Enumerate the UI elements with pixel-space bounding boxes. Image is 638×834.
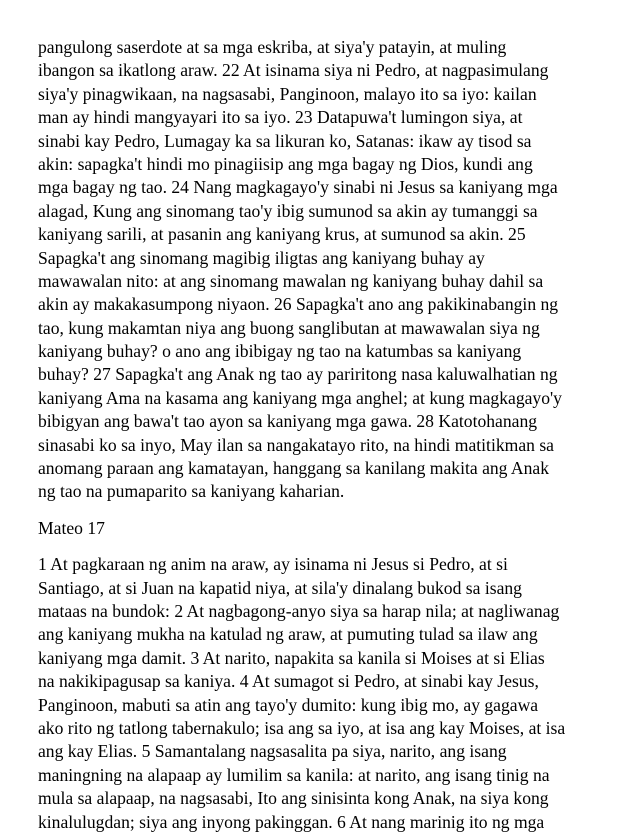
text-line: Sapagka't ang sinomang magibig iligtas ang kaniyang buhay ay	[38, 247, 485, 268]
text-line: maningning na alapaap ay lumilim sa kanila: at narito, ang isang tinig na	[38, 764, 550, 785]
text-line: bibigyan ang bawa't tao ayon sa kaniyang mga gawa. 28 Katotohanang	[38, 411, 538, 432]
text-line: mawawalan nito: at ang sinomang mawalan ng kaniyang buhay dahil sa	[38, 270, 544, 291]
text-line: na nakikipagusap sa kaniya. 4 At sumagot si Pedro, at sinabi kay Jesus,	[38, 671, 539, 692]
text-line: mga bagay ng tao. 24 Nang magkagayo'y sinabi ni Jesus sa kaniyang mga	[38, 177, 558, 198]
text-line: mula sa alapaap, na nagsasabi, Ito ang sinisinta kong Anak, na siya kong	[38, 788, 549, 809]
text-line: ako rito ng tatlong tabernakulo; isa ang sa iyo, at isa ang kay Moises, at isa	[38, 717, 566, 738]
text-line: kaniyang buhay? o ano ang ibibigay ng tao na katumbas sa kaniyang	[38, 341, 522, 362]
text-line: buhay? 27 Sapagka't ang Anak ng tao ay pariritong nasa kaluwalhatian ng	[38, 364, 558, 385]
text-line: tao, kung makamtan niya ang buong sanglibutan at mawawalan siya ng	[38, 317, 540, 338]
text-line: sinasabi ko sa inyo, May ilan sa nangakatayo rito, na hindi matitikman sa	[38, 434, 554, 455]
text-line: mataas na bundok: 2 At nagbagong-anyo siya sa harap nila; at nagliwanag	[38, 601, 560, 621]
text-line: kaniyang Ama na kasama ang kaniyang mga anghel; at kung magkagayo'y	[38, 387, 562, 408]
text-line: man ay hindi mangyayari ito sa iyo. 23 Datapuwa't lumingon siya, at	[38, 107, 523, 128]
text-line: ang kay Elias. 5 Samantalang nagsasalita pa siya, narito, ang isang	[38, 741, 507, 762]
text-line: Santiago, at si Juan na kapatid niya, at sila'y dinalang bukod sa isang	[38, 577, 522, 598]
paragraph-mateo-16-end	[38, 36, 610, 504]
text-line: akin: sapagka't hindi mo pinagiisip ang mga bagay ng Dios, kundi ang	[38, 153, 533, 174]
text-line: ang kaniyang mukha na katulad ng araw, at pumuting tulad sa ilaw ang	[38, 624, 538, 645]
text-line: pangulong saserdote at sa mga eskriba, at siya'y patayin, at muling	[38, 37, 507, 57]
text-line: kinalulugdan; siya ang inyong pakinggan. 6 At nang marinig ito ng mga	[38, 811, 545, 832]
text-line: siya'y pinagwikaan, na nagsasabi, Panginoon, malayo ito sa iyo: kailan	[38, 83, 537, 104]
text-line: kaniyang sarili, at pasanin ang kaniyang krus, at sumunod sa akin. 25	[38, 224, 526, 245]
text-line: ng tao na pumaparito sa kaniyang kaharian.	[38, 481, 345, 502]
text-line: sinabi kay Pedro, Lumagay ka sa likuran ko, Satanas: ikaw ay tisod sa	[38, 130, 532, 151]
text-line: alagad, Kung ang sinomang tao'y ibig sumunod sa akin ay tumanggi sa	[38, 200, 538, 221]
text-line: akin ay makakasumpong niyaon. 26 Sapagka't ano ang pakikinabangin ng	[38, 294, 559, 315]
text-line: kaniyang mga damit. 3 At narito, napakita sa kanila si Moises at si Elias	[38, 647, 545, 668]
text-line: 1 At pagkaraan ng anim na araw, ay isinama ni Jesus si Pedro, at si	[38, 554, 508, 575]
text-line: Panginoon, mabuti sa atin ang tayo'y dumito: kung ibig mo, ay gagawa	[38, 694, 539, 715]
chapter-heading: Mateo 17	[38, 517, 105, 538]
paragraph-mateo-17	[38, 553, 610, 834]
document-page	[38, 36, 610, 834]
text-line: anomang paraan ang kamatayan, hanggang sa kanilang makita ang Anak	[38, 458, 550, 479]
text-line: ibangon sa ikatlong araw. 22 At isinama siya ni Pedro, at nagpasimulang	[38, 60, 549, 81]
